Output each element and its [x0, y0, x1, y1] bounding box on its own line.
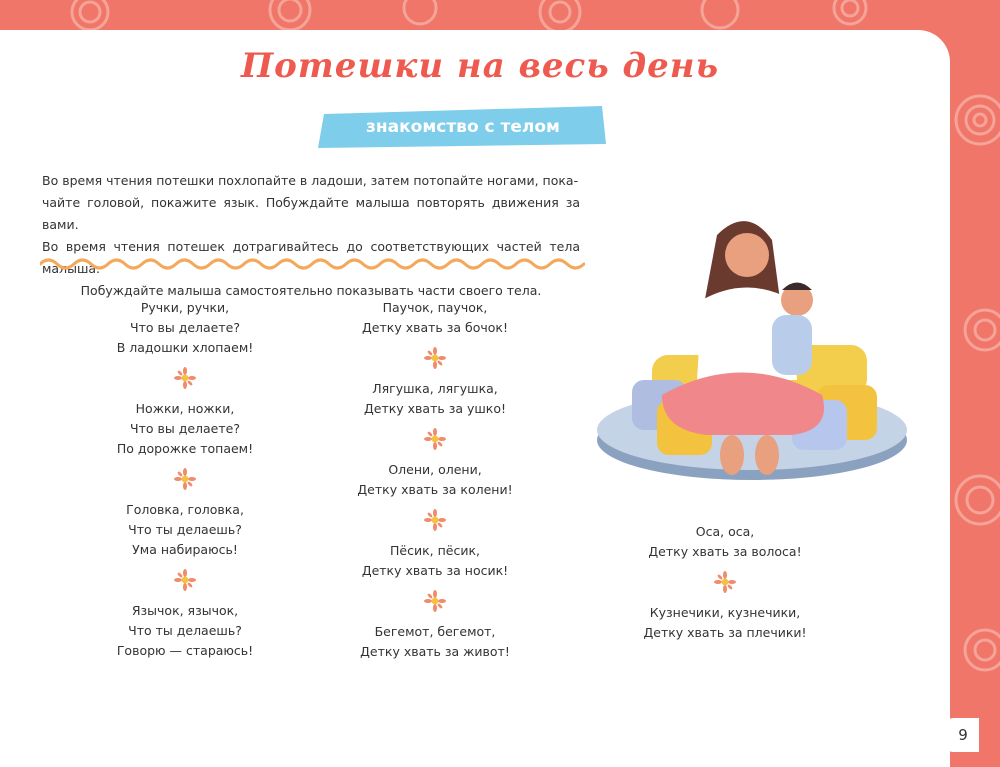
subtitle-text: знакомство с телом — [366, 117, 560, 137]
page-title: Потешки на весь день — [240, 46, 720, 86]
poem-column-1 — [95, 298, 275, 661]
verse: Кузнечики, кузнечики, Детку хвать за плечики! — [643, 605, 807, 640]
flower-star-icon — [424, 428, 446, 450]
verse: Язычок, язычок, Что ты делаешь? Говорю — стараюсь! — [116, 603, 254, 658]
verse: Головка, головка, Что ты делаешь? Ума набираюсь! — [126, 502, 244, 557]
flower-star-icon — [424, 590, 446, 612]
verse: Ручки, ручки, Что вы делаете? В ладошки хлопаем! — [116, 300, 254, 355]
wave-divider — [40, 256, 585, 272]
flower-star-icon — [174, 569, 196, 591]
verse: Оса, оса, Детку хвать за волоса! — [648, 524, 802, 559]
poem-column-3 — [640, 522, 810, 643]
mother-with-baby-illustration — [592, 205, 922, 495]
page-number: 9 — [947, 718, 979, 752]
verse: Лягушка, лягушка, Детку хвать за ушко! — [363, 381, 507, 416]
verse: Пёсик, пёсик, Детку хвать за носик! — [361, 543, 509, 578]
flower-star-icon — [424, 347, 446, 369]
intro-text — [42, 170, 580, 302]
verse: Бегемот, бегемот, Детку хвать за живот! — [360, 624, 510, 659]
verse: Паучок, паучок, Детку хвать за бочок! — [362, 300, 508, 335]
verse: Ножки, ножки, Что вы делаете? По дорожке топаем! — [116, 401, 254, 456]
intro-line: Во время чтения потешки похлопайте в ладоши, затем потопайте ногами, пока- — [42, 173, 579, 188]
flower-star-icon — [174, 367, 196, 389]
intro-line: чайте головой, покажите язык. Побуждайте малыша повторять движения за вами. — [42, 195, 580, 232]
flower-star-icon — [174, 468, 196, 490]
poem-column-2 — [345, 298, 525, 662]
intro-line: Побуждайте малыша самостоятельно показывать части своего тела. — [80, 283, 542, 298]
flower-star-icon — [424, 509, 446, 531]
intro-line: Во время чтения потешек дотрагивайтесь до соответствующих частей тела малыша. — [42, 239, 580, 276]
verse: Олени, олени, Детку хвать за колени! — [357, 462, 513, 497]
flower-star-icon — [714, 571, 736, 593]
subtitle-banner — [318, 104, 608, 150]
